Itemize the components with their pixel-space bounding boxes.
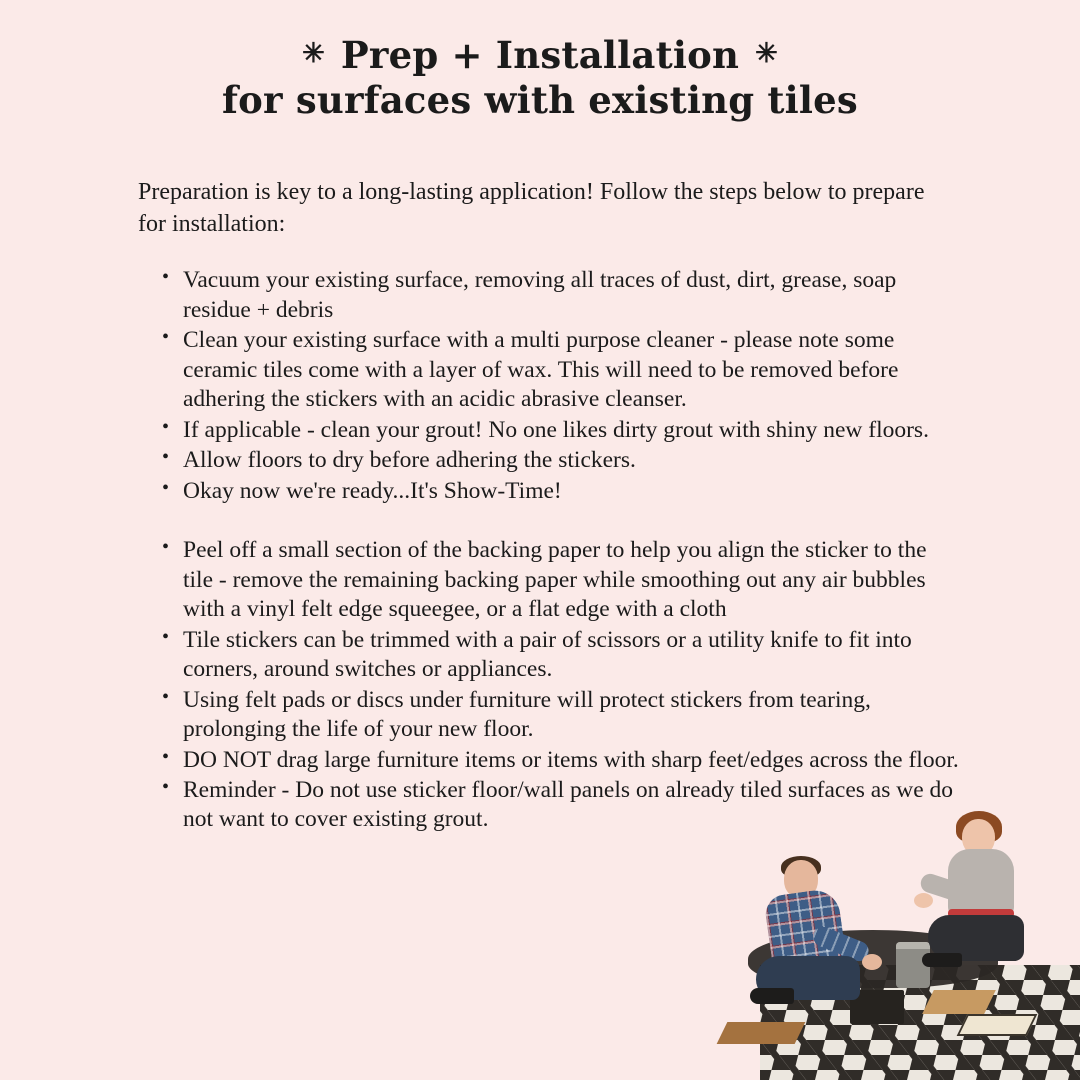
list-item: • If applicable - clean your grout! No one likes dirty grout with shiny new floors.	[138, 416, 962, 445]
preparation-steps-list	[138, 266, 962, 506]
title-line-1-text: Prep + Installation	[340, 33, 740, 77]
tile-piece-stack	[957, 1014, 1038, 1036]
list-item: • DO NOT drag large furniture items or items with sharp feet/edges across the floor.	[138, 746, 962, 775]
list-item: • Clean your existing surface with a multi purpose cleaner - please note some ceramic tiles come with a layer of wax. This will need to be removed before adhering the stickers with an acidic abrasive cleanser.	[138, 326, 962, 414]
sparkle-icon-left: ✳	[302, 38, 325, 70]
list-item: • Tile stickers can be trimmed with a pair of scissors or a utility knife to fit into corners, around switches or appliances.	[138, 626, 962, 685]
list-item: • Reminder - Do not use sticker floor/wall panels on already tiled surfaces as we do not want to cover existing grout.	[138, 776, 962, 835]
man-shoe	[750, 988, 794, 1004]
list-item: • Vacuum your existing surface, removing all traces of dust, dirt, grease, soap residue + debris	[138, 266, 962, 325]
woman-shoe	[922, 953, 962, 967]
tile-piece-middle	[922, 990, 996, 1014]
man-figure	[750, 860, 890, 1020]
woman-figure	[916, 817, 1056, 992]
content-body	[0, 177, 1080, 835]
sparkle-icon-right: ✳	[755, 38, 778, 70]
intro-paragraph: Preparation is key to a long-lasting application! Follow the steps below to prepare for installation:	[138, 178, 925, 237]
list-item: • Peel off a small section of the backing paper to help you align the sticker to the tile - remove the remaining backing paper while smoothing out any air bubbles with a vinyl felt edge squeegee, or a flat edge with a cloth	[138, 536, 962, 624]
woman-hand	[914, 893, 933, 908]
list-item: • Using felt pads or discs under furniture will protect stickers from tearing, prolonging the life of your new floor.	[138, 686, 962, 745]
man-hand	[862, 954, 882, 970]
tile-piece-foreground	[717, 1022, 806, 1044]
list-item: • Okay now we're ready...It's Show-Time!	[138, 477, 962, 506]
title-line-1	[0, 33, 1080, 77]
title-line-2: for surfaces with existing tiles	[222, 77, 858, 122]
couple-tiling-illustration	[700, 790, 1080, 1080]
page-title	[0, 0, 1080, 121]
list-item: • Allow floors to dry before adhering the stickers.	[138, 446, 962, 475]
